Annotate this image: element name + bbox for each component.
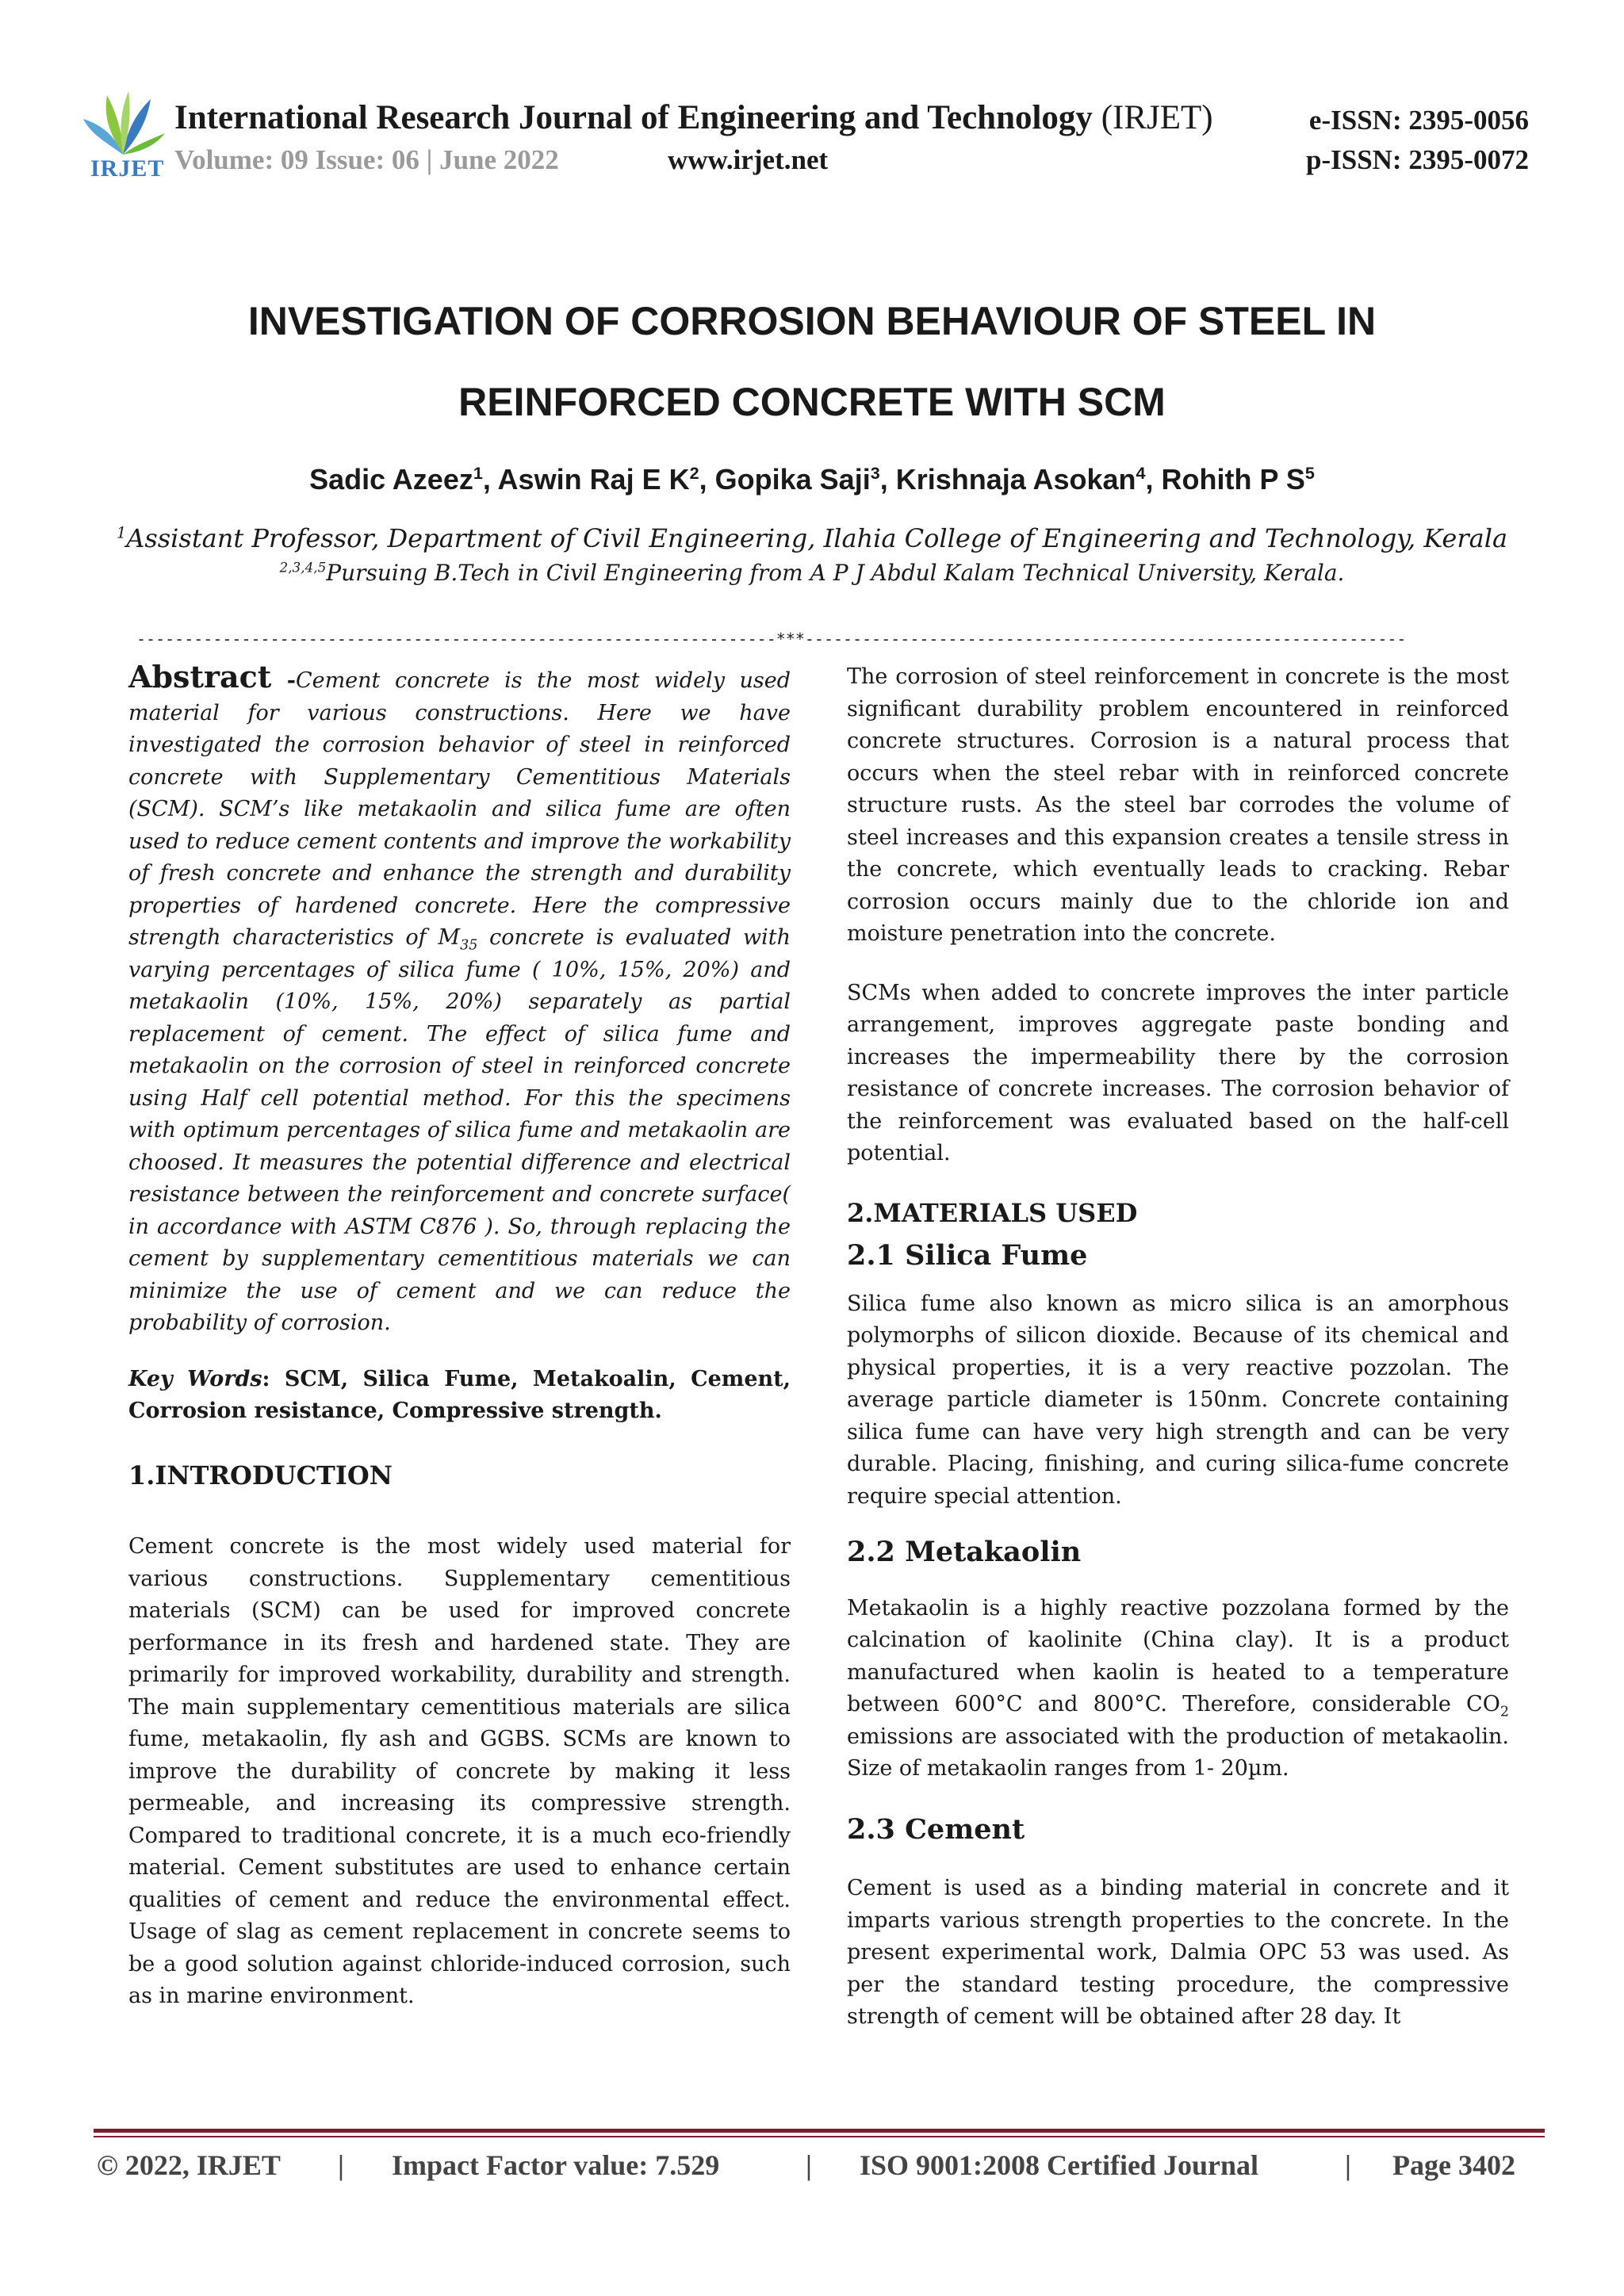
corrosion-paragraph: The corrosion of steel reinforcement in concrete is the most significant durability problem encountered in reinforced concrete structures. Corrosion is a natural process that occurs when the steel rebar with in reinforced concrete structure rusts. As the steel bar corrodes the volume of steel increases and this expansion creates a tensile stress in the concrete, which eventually leads to cracking. Rebar corrosion occurs mainly due to the chloride ion and moisture penetration into the concrete. (847, 664, 1509, 946)
page-footer (94, 2141, 1545, 2196)
footer-separator: | (806, 2149, 812, 2181)
footer-separator: | (338, 2149, 344, 2181)
silica-fume-text: Silica fume also known as micro silica is an amorphous polymorphs of silicon dioxide. Because of its chemical and physical properties, it is a very reactive pozzolan. The average particle diameter is 150nm. Concrete containing silica fume can have very high strength and can be very durable. Placing, finishing, and curing silica-fume concrete require special attention. (847, 1291, 1509, 1509)
right-column (847, 661, 1509, 2034)
abstract-text: Cement concrete is the most widely used material for various constructions. Here we have investigated the corrosion behavior of steel in reinforced concrete with Supplementary Cementitious Materials (SCM). SCM’s like metakaolin and silica fume are often used to reduce cement contents and improve the workability of fresh concrete and enhance the strength and durability properties of hardened concrete. Here the compressive strength characteristics of M (128, 668, 791, 950)
footer-rule (94, 2129, 1545, 2133)
iso-certification: ISO 9001:2008 Certified Journal (860, 2149, 1258, 2181)
affiliation-2: $^{2,3,4,5}$Pursuing B.Tech in Civil Engineering from A P J Abdul Kalam Technical University, Kerala. (279, 559, 1345, 586)
author: Sadic Azeez$^1$, (309, 463, 498, 496)
title-line-2: REINFORCED CONCRETE WITH SCM (458, 380, 1166, 424)
introduction-text: Cement concrete is the most widely used material for various constructions. Supplementary cementitious materials (SCM) can be used for improved concrete performance in its fresh and hardened state. They are primarily for improved workability, durability and strength. The main supplementary cementitious materials are silica fume, metakaolin, fly ash and GGBS. SCMs are known to improve the durability of concrete by making it less permeable, and increasing its compressive strength. Compared to traditional concrete, it is a much eco-friendly material. Cement substitutes are used to enhance certain qualities of cement and reduce the environmental effect. Usage of slag as cement replacement in concrete seems to be a good solution against chloride-induced corrosion, such as in marine environment. (128, 1534, 791, 2008)
keywords-label: Key Words (128, 1366, 262, 1391)
authors (111, 463, 1513, 496)
pissn: p-ISSN: 2395-0072 (1305, 144, 1529, 175)
paper-title (111, 281, 1513, 442)
author: Krishnaja Asokan$^4$, (895, 463, 1162, 496)
cement-text: Cement is used as a binding material in concrete and it imparts various strength properties to the concrete. In the present experimental work, Dalmia OPC 53 was used. As per the standard testing procedure, the compressive strength of cement will be obtained after 28 day. It (847, 1876, 1509, 2029)
journal-abbr: (IRJET) (1101, 99, 1213, 136)
impact-factor: Impact Factor value: 7.529 (392, 2149, 720, 2181)
title-line-1: INVESTIGATION OF CORROSION BEHAVIOUR OF STEEL IN (247, 299, 1377, 343)
left-column (128, 661, 791, 2013)
journal-title (174, 98, 1213, 137)
footer-rule-thin (94, 2136, 1545, 2137)
scm-paragraph: SCMs when added to concrete improves the inter particle arrangement, improves aggregate paste bonding and increases the impermeability there by the corrosion resistance of concrete increases. The corrosion behavior of the reinforcement was evaluated based on the half-cell potential. (847, 980, 1509, 1165)
irjet-logo (79, 87, 167, 182)
copyright: © 2022, IRJET (97, 2149, 281, 2181)
leaf-icon (79, 87, 167, 159)
journal-name: International Research Journal of Engineering and Technology (174, 99, 1093, 136)
author: Rohith P $S^5$ (1161, 463, 1315, 496)
author: Gopika Saji$^3$, (714, 463, 896, 496)
page-number: Page 3402 (1392, 2149, 1515, 2181)
metakaolin-text: Metakaolin is a highly reactive pozzolana formed by the calcination of kaolinite (China clay). It is a product manufactured when kaolin is heated to a temperature between 600°C and 800°C. Therefore, considerable $CO_2$ emissions are associated with the production of metakaolin. Size of metakaolin ranges from 1- 20µm. (847, 1595, 1509, 1781)
keywords: Key Words: SCM, Silica Fume, Metakoalin, Cement, Corrosion resistance, Compressive strength. (128, 1366, 791, 1423)
cement-heading: 2.3 Cement (847, 1812, 1025, 1846)
logo-text: IRJET (90, 155, 165, 182)
website-link[interactable]: www.irjet.net (668, 144, 829, 175)
keywords-text: SCM, Silica Fume, Metakoalin, Cement, Corrosion resistance, Compressive strength. (128, 1366, 791, 1423)
affiliation-1: $^1$Assistant Professor, Department of Civil Engineering, Ilahia College of Engineering and Technology, Kerala (116, 523, 1508, 553)
materials-heading: 2.MATERIALS USED (847, 1197, 1138, 1228)
silica-fume-heading: 2.1 Silica Fume (847, 1239, 1088, 1272)
section-separator: -------------------------------------------------------------------***--------------------------------------------------------------- (136, 629, 1407, 649)
metakaolin-heading: 2.2 Metakaolin (847, 1536, 1082, 1568)
author: Aswin Raj E $K^2$, (497, 463, 715, 496)
volume-info: Volume: 09 Issue: 06 | June 2022 (174, 144, 559, 175)
footer-separator: | (1345, 2149, 1351, 2181)
abstract: Abstract -Cement concrete is the most widely used material for various constructions. Here we have investigated the corrosion behavior of steel in reinforced concrete with Supplementary Cementitious Materials (SCM). SCM’s like metakaolin and silica fume are often used to reduce cement contents and improve the workability of fresh concrete and enhance the strength and durability properties of hardened concrete. Here the compressive strength characteristics of $M_{35}$ concrete is evaluated with varying percentages of silica fume ( 10%, 15%, 20%) and metakaolin (10%, 15%, 20%) separately as partial replacement of cement. The effect of silica fume and metakaolin on the corrosion of steel in reinforced concrete using Half cell potential method. For this the specimens with optimum percentages of silica fume and metakaolin are choosed. It measures the potential difference and electrical resistance between the reinforcement and concrete surface( in accordance with ASTM C876 ). So, through replacing the cement by supplementary cementitious materials we can minimize the use of cement and we can reduce the probability of corrosion. (128, 659, 791, 1335)
eissn: e-ISSN: 2395-0056 (1308, 105, 1529, 136)
introduction-heading: 1.INTRODUCTION (128, 1460, 393, 1490)
abstract-heading: Abstract (128, 659, 272, 695)
